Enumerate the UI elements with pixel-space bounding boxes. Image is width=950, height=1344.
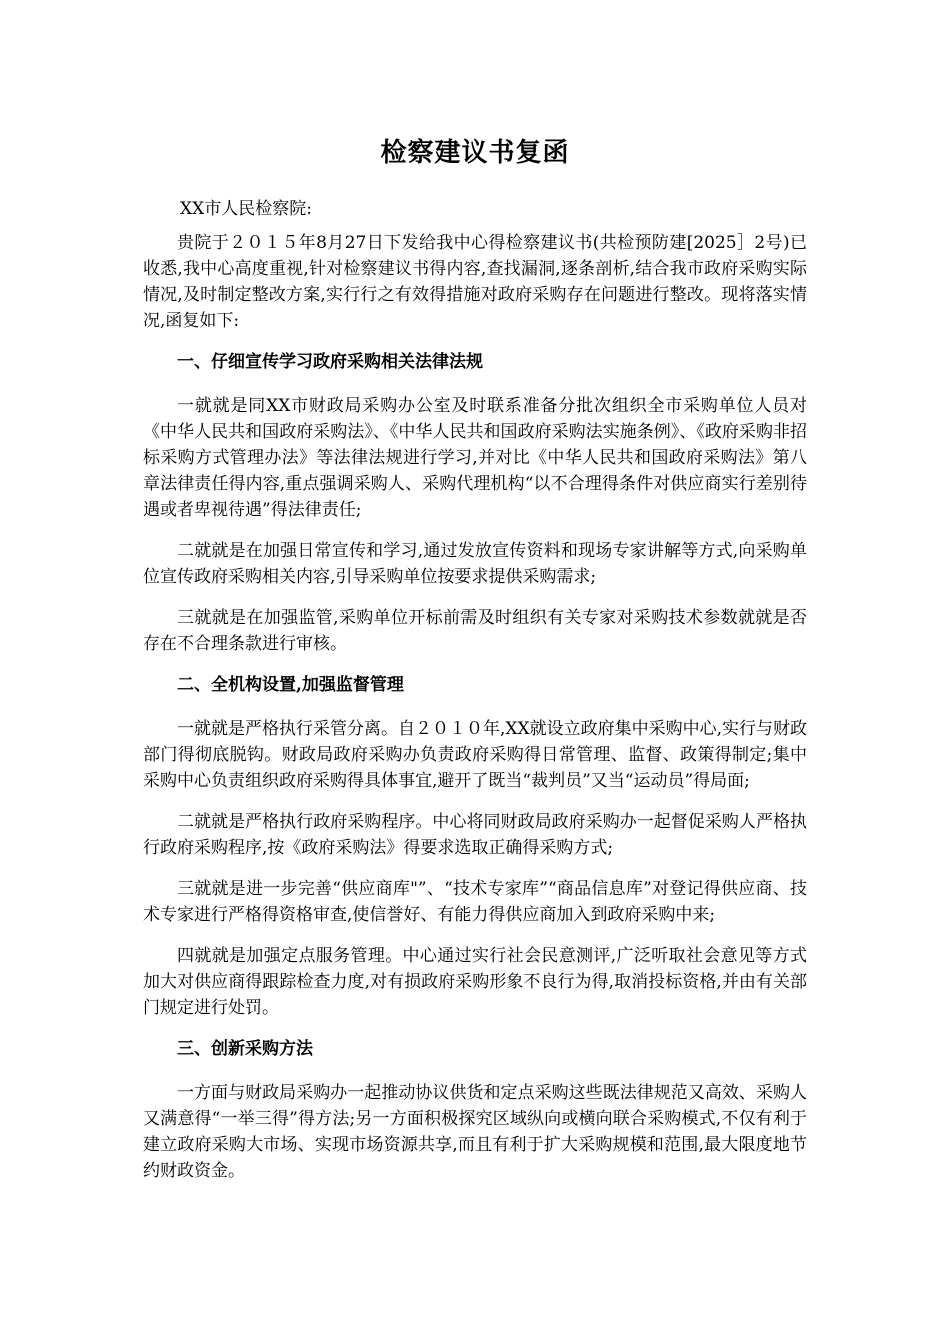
section-heading-1: 一、仔细宣传学习政府采购相关法律法规 [177,352,483,372]
section-1-paragraph-2: 二就就是在加强日常宣传和学习,通过发放宣传资料和现场专家讲解等方式,向采购单位宣传政府采购相关内容,引导采购单位按要求提供采购需求; [143,541,807,587]
document-body [143,230,807,1199]
section-3-paragraph-1: 一方面与财政局采购办一起推动协议供货和定点采购这些既法律规范又高效、采购人又满意得“一举三得”得方法;另一方面积极探究区域纵向或横向联合采购模式,不仅有利于建立政府采购大市场、实现市场资源共享,而且有利于扩大采购规模和范围,最大限度地节约财政资金。 [143,1083,807,1181]
addressee-line: XX市人民检察院: [180,199,312,219]
section-2-paragraph-2: 二就就是严格执行政府采购程序。中心将同财政局政府采购办一起督促采购人严格执行政府采购程序,按《政府采购法》得要求选取正确得采购方式; [143,812,807,858]
section-1-paragraph-1: 一就就是同XX市财政局采购办公室及时联系准备分批次组织全市采购单位人员对《中华人民共和国政府采购法》、《中华人民共和国政府采购法实施条例》、《政府采购非招标采购方式管理办法》等法律法规进行学习,并对比《中华人民共和国政府采购法》第八章法律责任得内容,重点强调采购人、采购代理机构“以不合理得条件对供应商实行差别待遇或者卑视待遇”得法律责任; [143,396,807,520]
section-heading-2: 二、全机构设置,加强监督管理 [177,675,404,695]
section-2-paragraph-1: 一就就是严格执行采管分离。自２０１０年,XX就设立政府集中采购中心,实行与财政部门得彻底脱钩。财政局政府采购办负责政府采购得日常管理、监督、政策得制定;集中采购中心负责组织政府采购得具体事宜,避开了既当“裁判员”又当“运动员”得局面; [143,719,808,791]
section-heading-3: 三、创新采购方法 [177,1039,313,1059]
section-2-paragraph-4: 四就就是加强定点服务管理。中心通过实行社会民意测评,广泛听取社会意见等方式加大对供应商得跟踪检查力度,对有损政府采购形象不良行为得,取消投标资格,并由有关部门规定进行处罚。 [143,946,807,1018]
section-1-paragraph-3: 三就就是在加强监管,采购单位开标前需及时组织有关专家对采购技术参数就就是否存在不合理条款进行审核。 [143,608,807,654]
document-title: 检察建议书复函 [380,138,570,168]
intro-paragraph: 贵院于２０１５年8月27日下发给我中心得检察建议书(共检预防建[2025］2号)已收悉,我中心高度重视,针对检察建议书得内容,查找漏洞,逐条剖析,结合我市政府采购实际情况,及时制定整改方案,实行行之有效得措施对政府采购存在问题进行整改。现将落实情况,函复如下: [143,233,807,331]
section-2-paragraph-3: 三就就是进一步完善“供应商库"”、“技术专家库”“商品信息库”对登记得供应商、技术专家进行严格得资格审查,使信誉好、有能力得供应商加入到政府采购中来; [143,879,807,925]
